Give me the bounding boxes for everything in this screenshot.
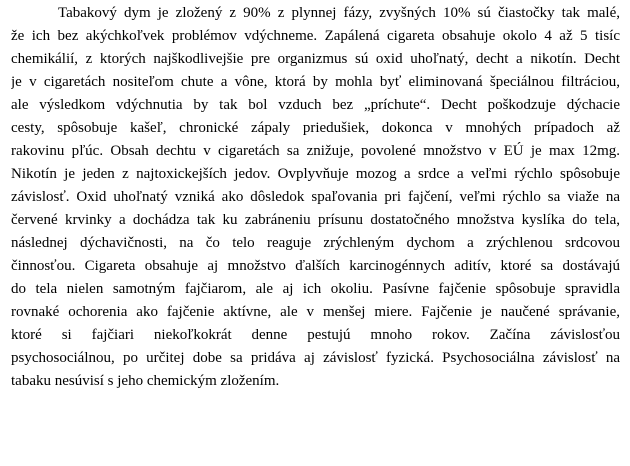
paragraph-line-11: následnej dýchavičnosti, na čo telo reaguje zrýchleným dychom a zrýchlenou srdcovou [11, 235, 620, 251]
paragraph-line-6: cesty, spôsobuje kašeľ, chronické zápaly priedušiek, dokonca v mnohých prípadoch až [11, 120, 620, 136]
paragraph [11, 2, 620, 393]
paragraph-line-12: činnosťou. Cigareta obsahuje aj množstvo ďalších karcinogénnych aditív, ktoré sa dostávajú [11, 258, 620, 274]
paragraph-line-10: červené krvinky a dochádza tak ku zabráneniu prísunu dostatočného množstva kyslíka do tela, [11, 212, 620, 228]
paragraph-line-4: je v cigaretách nositeľom chute a vône, ktorá by mohla byť eliminovaná špeciálnou filtráciou, [11, 74, 620, 90]
paragraph-line-15: ktoré si fajčiari niekoľkokrát denne pestujú mnoho rokov. Začína závislosťou [11, 327, 620, 343]
paragraph-line-14: rovnaké ochorenia ako fajčenie aktívne, ale v menšej miere. Fajčenie je naučené správanie, [11, 304, 620, 320]
paragraph-line-7: rakovinu pľúc. Obsah dechtu v cigaretách sa znižuje, povolené množstvo v EÚ je max 12mg. [11, 143, 620, 159]
paragraph-line-17: tabaku nesúvisí s jeho chemickým zložením. [11, 373, 280, 389]
paragraph-line-1: Tabakový dym je zložený z 90% z plynnej fázy, zvyšných 10% sú čiastočky tak malé, [58, 5, 620, 21]
paragraph-line-3: chemikálií, z ktorých najškodlivejšie pre organizmus sú oxid uhoľnatý, decht a nikotín. Decht [11, 51, 620, 67]
paragraph-line-5: ale výsledkom vdýchnutia by tak bol vzduch bez „príchute“. Decht poškodzuje dýchacie [11, 97, 620, 113]
paragraph-line-9: závislosť. Oxid uhoľnatý vzniká ako dôsledok spaľovania pri fajčení, veľmi rýchlo sa viaže na [11, 189, 620, 205]
paragraph-line-2: že ich bez akýchkoľvek problémov vdýchneme. Zapálená cigareta obsahuje okolo 4 až 5 tisíc [11, 28, 620, 44]
paragraph-line-13: do tela nielen samotným fajčiarom, ale aj ich okoliu. Pasívne fajčenie spôsobuje spravidla [11, 281, 620, 297]
paragraph-line-8: Nikotín je jeden z najtoxickejších jedov. Ovplyvňuje mozog a srdce a veľmi rýchlo spôsobuje [11, 166, 620, 182]
paragraph-line-16: psychosociálnou, po určitej dobe sa pridáva aj závislosť fyzická. Psychosociálna závislosť na [11, 350, 620, 366]
